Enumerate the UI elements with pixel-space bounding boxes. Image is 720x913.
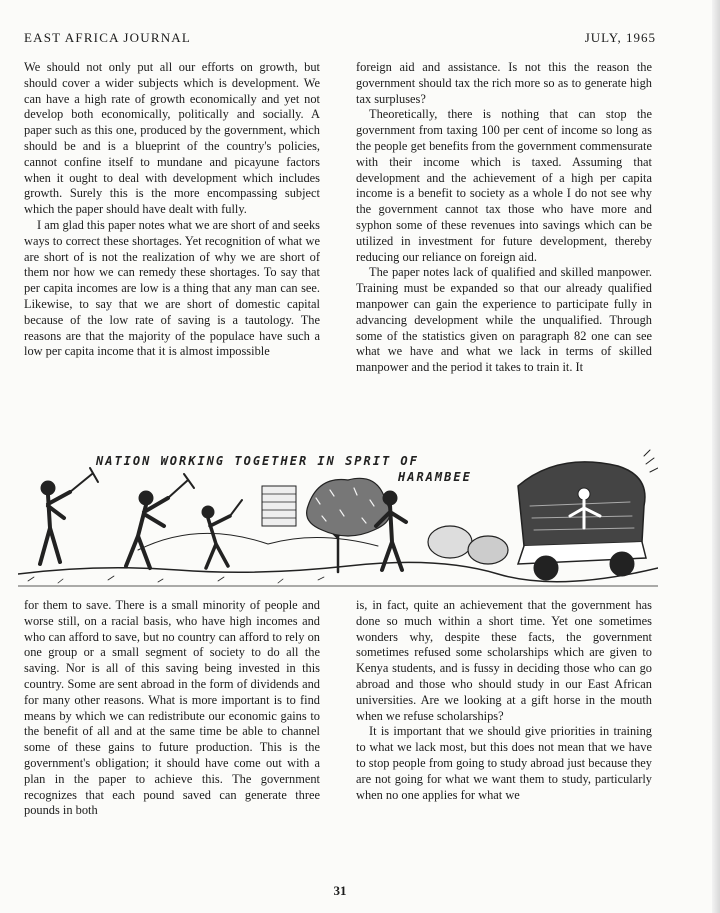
- journal-title: EAST AFRICA JOURNAL: [24, 30, 192, 45]
- page-edge-shadow: [712, 0, 720, 913]
- paragraph: I am glad this paper notes what we are short of and seeks ways to correct these shortages. Yet recognition of what we are short of is not the realization of why we are short of them nor how we can remedy these shortages. To say that per capita incomes are low is a thing that any man can see. Likewise, to say that we are short of domestic capital because of the low rate of saving is a tautology. The reasons are that the majority of the populace have such a low per capita income that it is almost impossible: [24, 217, 320, 359]
- illustration-caption-line-2: HARAMBEE: [398, 470, 472, 484]
- paragraph: The paper notes lack of qualified and skilled manpower. Training must be expanded so that our already qualified manpower can gain the experience to participate fully in advancing development while the unqualified. Through some of the statistics given on paragraph 82 one can see what we have and what we lack in terms of skilled manpower and the period it takes to train it. It: [356, 265, 652, 375]
- paragraph: for them to save. There is a small minority of people and worse still, on a racial basis, who have high incomes and who can afford to save, but no country can afford to rely on one group or a small segment of society to do all the saving. Nor is all of this saving being invested in this country. Some are sent abroad in the form of dividends and for many other reasons. What is more important is to find means by which we can redistribute our economic gains to the benefit of all and at the same time be able to channel some of these gains to future production. This is the government's obligation; it should have come out with a plan in the paper to achieve this. The government recognizes that each pound saved can generate three pounds in both: [24, 598, 320, 818]
- paragraph: is, in fact, quite an achievement that the government has done so much within a short time. Yet one sometimes wonders why, despite these facts, the government sometimes refused some scholarships which are given to Kenya students, and is fussy in deciding those who can go abroad and those who should study in our East African universities. Are we looking at a gift horse in the mouth when we refuse scholarships?: [356, 598, 652, 723]
- paragraph: foreign aid and assistance. Is not this the reason the government should tax the rich more so as to generate high tax surpluses?: [356, 60, 652, 106]
- paragraph: It is important that we should give priorities in training to what we lack most, but this does not mean that we have to stop people from going to study abroad just because they are not going for what we want them to study, particularly when no one applies for what we: [356, 724, 652, 802]
- issue-date: JULY, 1965: [584, 30, 656, 45]
- running-header: [24, 30, 656, 48]
- text-column-3: [24, 598, 320, 858]
- paragraph: Theoretically, there is nothing that can stop the government from taxing 100 per cent of income so long as the people get benefits from the government commensurate with their income which is taxed. Assuming that development and the achievement of a high per capita income is a benefit to society as a whole I do not see why the government cannot tax those who have more and syphon some of these revenues into savings which can be utilized in investment for future development, thereby reducing our reliance on foreign aid.: [356, 107, 652, 264]
- illustration-caption: NATION WORKING TOGETHER IN SPRIT OF: [96, 454, 419, 468]
- paragraph: We should not only put all our efforts on growth, but should cover a wider subjects which is development. We can have a high rate of growth economically and yet not develop both economically, politically and socially. A paper such as this one, produced by the government, which should be and is a blueprint of the country's policies, cannot confine itself to mundane and picayune factors when it ought to deal with development which includes growth. Surely this is the more encompassing subject which the paper should have dealt with fully.: [24, 60, 320, 217]
- text-column-2: [356, 60, 652, 444]
- text-column-4: [356, 598, 652, 858]
- page-number: 31: [333, 883, 347, 898]
- text-column-1: [24, 60, 320, 444]
- harambee-illustration: [18, 446, 658, 596]
